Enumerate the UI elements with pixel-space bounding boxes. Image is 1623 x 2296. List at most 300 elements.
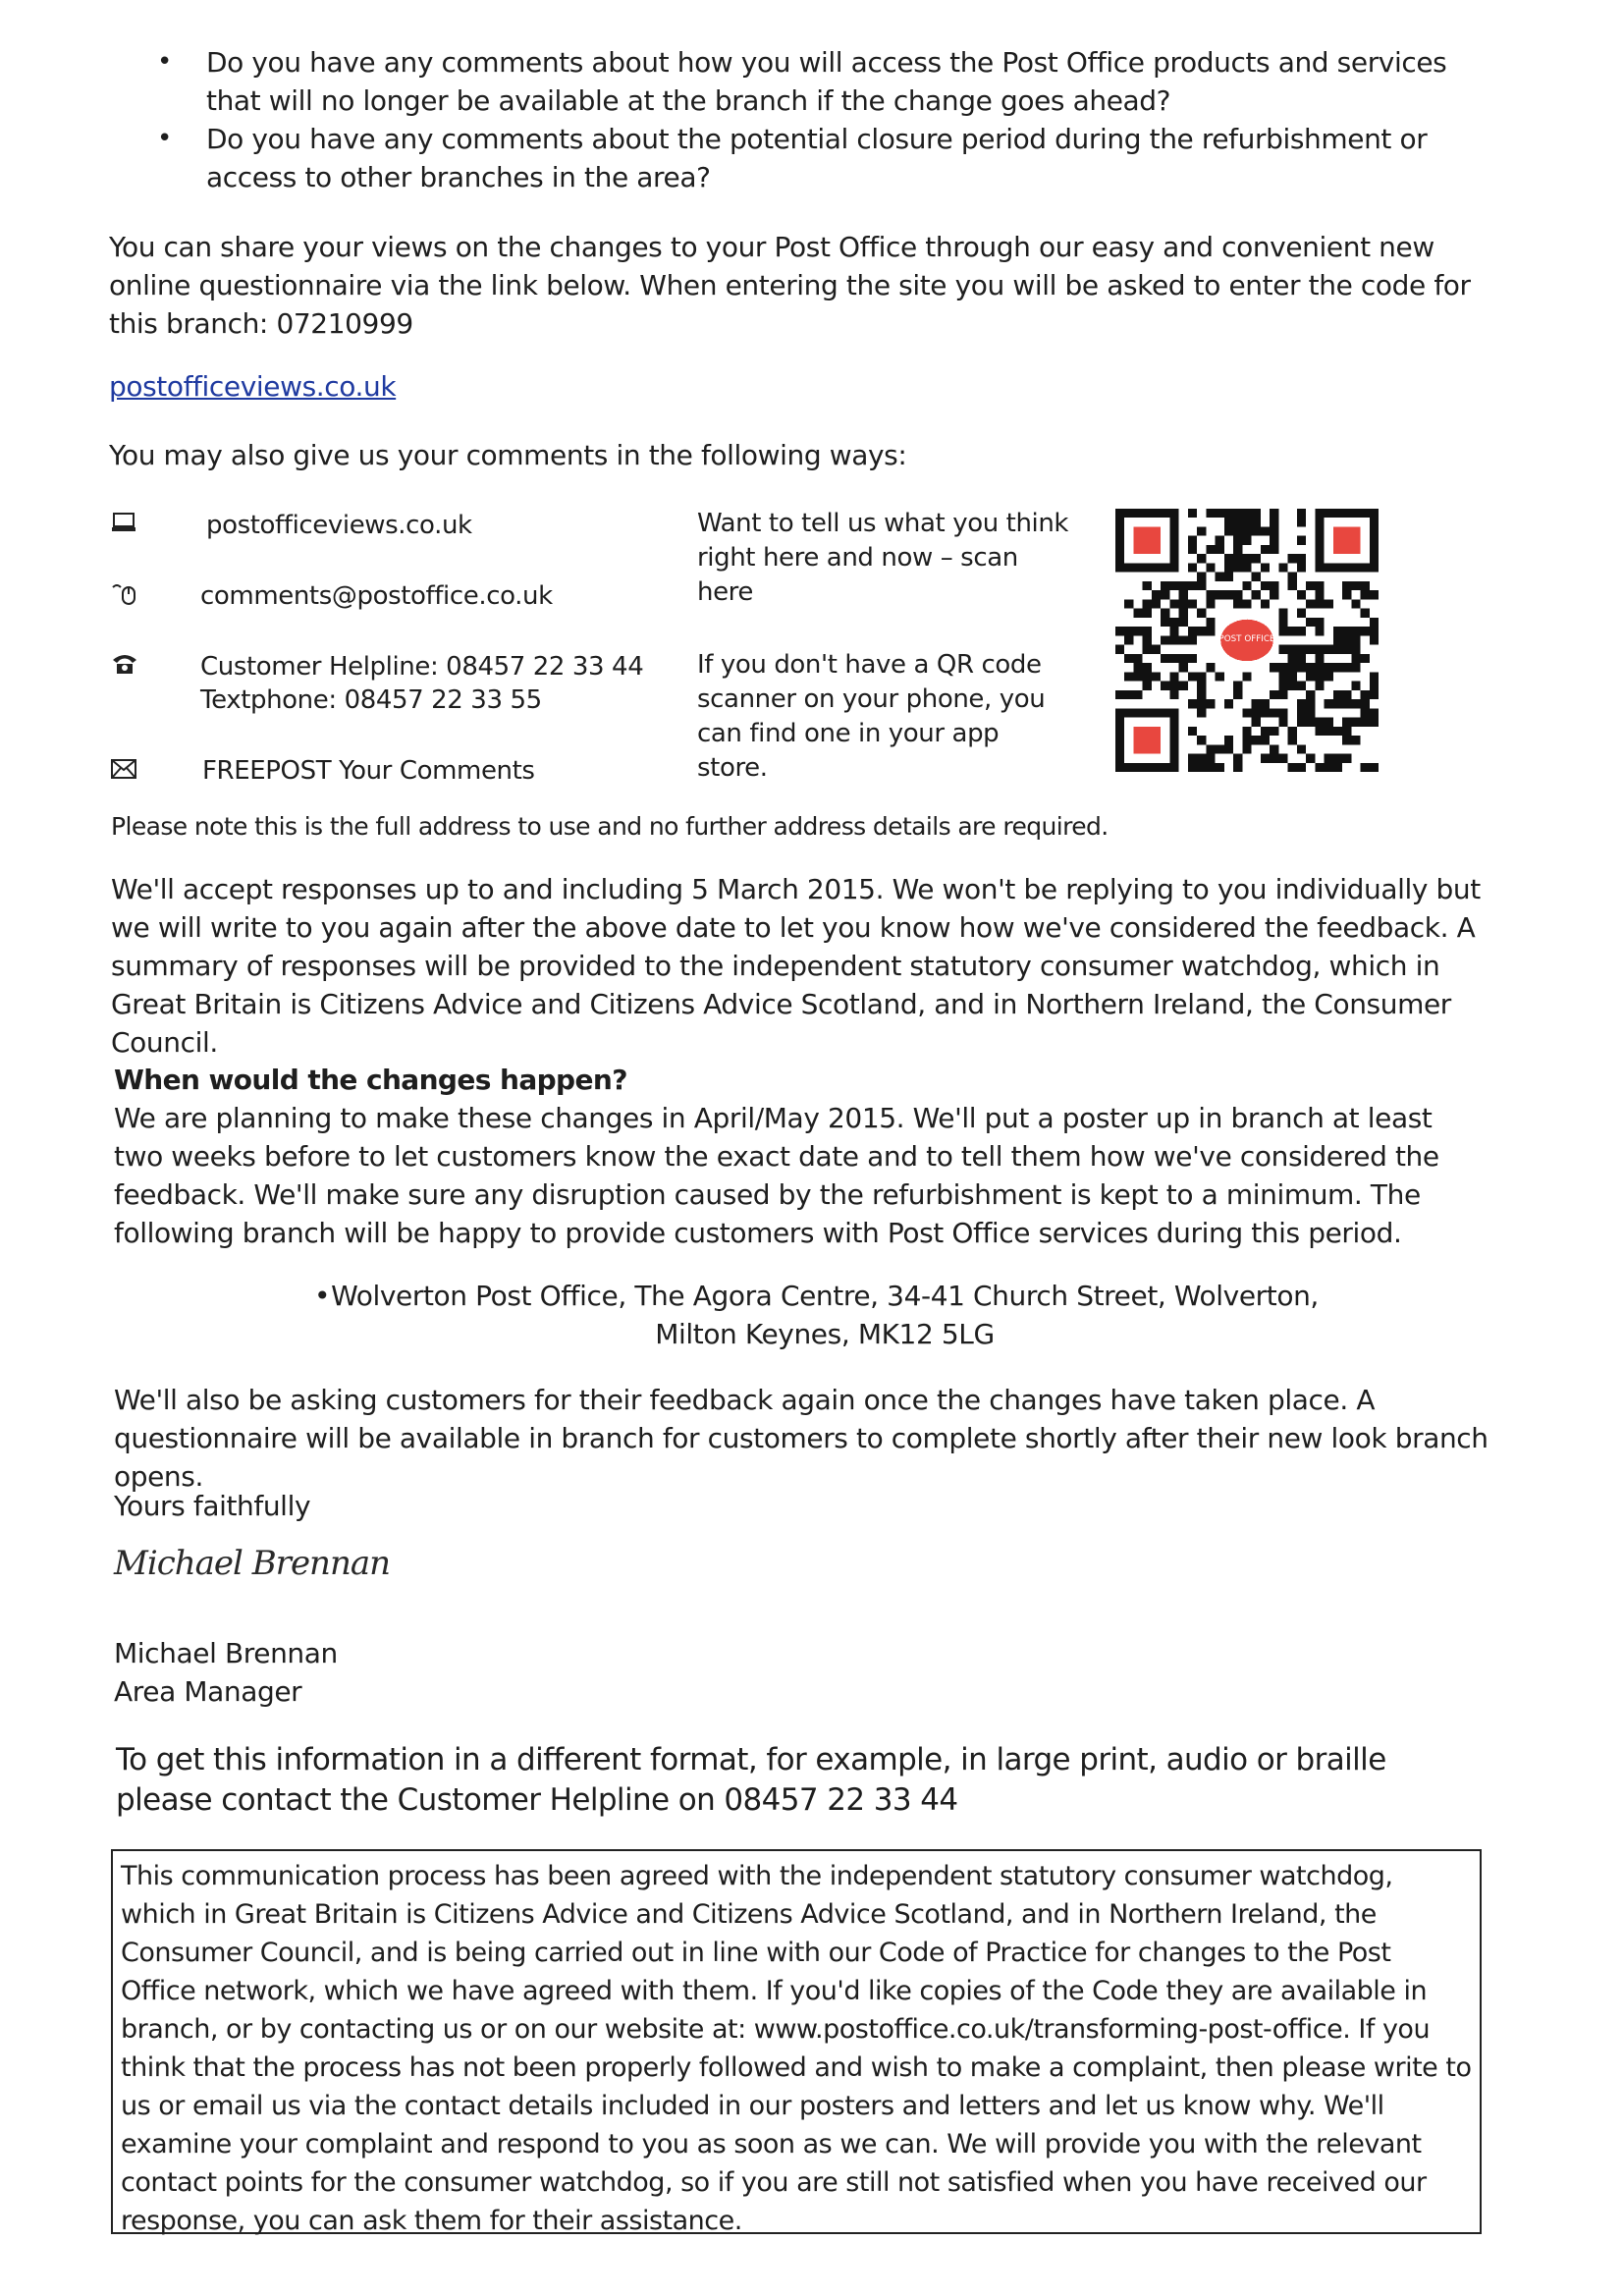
qr-module xyxy=(1325,727,1333,736)
qr-module xyxy=(1143,645,1152,654)
question-list xyxy=(157,43,1473,196)
qr-module xyxy=(1261,736,1270,744)
feedback-paragraph: We'll also be asking customers for their feedback again once the changes have taken place. A questionnaire will be available in branch for customers to complete shortly after their new look branch opens. xyxy=(114,1384,1488,1493)
address-note: Please note this is the full address to use and no further address details are required. xyxy=(111,812,1109,841)
qr-code[interactable] xyxy=(1115,509,1379,772)
qr-module xyxy=(1216,509,1224,518)
qr-module xyxy=(1188,672,1197,681)
qr-module xyxy=(1342,635,1351,644)
qr-module xyxy=(1252,590,1261,599)
qr-module xyxy=(1278,609,1287,618)
qr-module xyxy=(1224,554,1233,563)
qr-module xyxy=(1361,627,1370,635)
qr-module xyxy=(1270,545,1278,554)
qr-module xyxy=(1124,635,1133,644)
qr-module xyxy=(1242,554,1251,563)
alternative-format-note: To get this information in a different format, for example, in large print, audio or braille please contact the Customer Helpline on 08457 22 33 44 xyxy=(116,1742,1386,1818)
question-item: • Do you have any comments about how you will access the Post Office products and services that will no longer be available at the branch if the change goes ahead? xyxy=(157,43,1473,120)
qr-module xyxy=(1115,627,1124,635)
qr-module xyxy=(1224,590,1233,599)
qr-module xyxy=(1278,618,1287,627)
qr-module xyxy=(1351,627,1360,635)
accept-responses-paragraph: We'll accept responses up to and including 5 March 2015. We won't be replying to you individually but we will write to you again after the above date to let you know how we've considered the feedback. A summary of responses will be provided to the independent statutory consumer watchdog, which in Great Britain is Citizens Advice and Citizens Advice Scotland, and in Northern Ireland, the Consumer Council. xyxy=(111,873,1481,1059)
changes-paragraph: We are planning to make these changes in April/May 2015. We'll put a poster up in branch at least two weeks before to let customers know the exact date and to tell them how we've considered the feedback. We'll make sure any disruption caused by the refurbishment is kept to a minimum. The following branch will be happy to provide customers with Post Office services during this period. xyxy=(114,1102,1439,1249)
qr-module xyxy=(1188,563,1197,572)
qr-module xyxy=(1233,554,1242,563)
qr-module xyxy=(1306,690,1315,699)
qr-module xyxy=(1133,663,1142,672)
qr-module xyxy=(1306,645,1315,654)
qr-module xyxy=(1224,526,1233,535)
qr-module xyxy=(1261,754,1270,763)
web-address[interactable]: postofficeviews.co.uk xyxy=(206,511,472,540)
qr-module xyxy=(1297,654,1306,663)
qr-module xyxy=(1252,699,1261,708)
qr-module xyxy=(1297,536,1306,545)
qr-module xyxy=(1197,627,1206,635)
qr-module xyxy=(1306,718,1315,727)
qr-module xyxy=(1179,663,1188,672)
qr-module xyxy=(1297,645,1306,654)
qr-module xyxy=(1143,609,1152,618)
qr-module xyxy=(1278,754,1287,763)
qr-module xyxy=(1169,627,1178,635)
telephone-icon xyxy=(111,652,138,683)
qr-module xyxy=(1115,690,1124,699)
qr-app-note: If you don't have a QR code scanner on your phone, you can find one in your app store. xyxy=(697,650,1046,783)
qr-module xyxy=(1270,581,1278,590)
qr-module xyxy=(1188,635,1197,644)
qr-module xyxy=(1306,663,1315,672)
qr-module xyxy=(1242,744,1251,753)
qr-module xyxy=(1188,654,1197,663)
qr-module xyxy=(1297,627,1306,635)
qr-module xyxy=(1143,599,1152,608)
qr-module xyxy=(1252,509,1261,518)
qr-module xyxy=(1206,563,1215,572)
qr-module xyxy=(1224,699,1233,708)
qr-module xyxy=(1370,635,1379,644)
qr-module xyxy=(1278,645,1287,654)
qr-module xyxy=(1370,708,1379,717)
qr-module xyxy=(1315,599,1324,608)
qr-module xyxy=(1179,581,1188,590)
qr-module xyxy=(1297,563,1306,572)
qr-module xyxy=(1351,736,1360,744)
qr-module xyxy=(1242,526,1251,535)
qr-module xyxy=(1333,727,1342,736)
question-item: • Do you have any comments about the potential closure period during the refurbishment or access to other branches in the area? xyxy=(157,120,1473,196)
qr-module xyxy=(1261,708,1270,717)
qr-module xyxy=(1233,682,1242,690)
textphone: Textphone: 08457 22 33 55 xyxy=(200,685,542,715)
branch-line-2: Milton Keynes, MK12 5LG xyxy=(655,1318,995,1350)
qr-module xyxy=(1233,509,1242,518)
qr-module xyxy=(1197,526,1206,535)
qr-module xyxy=(1252,554,1261,563)
qr-module xyxy=(1188,509,1197,518)
code-of-practice-box xyxy=(111,1849,1482,2234)
qr-module xyxy=(1342,581,1351,590)
qr-module xyxy=(1333,754,1342,763)
branch-bullet: • xyxy=(314,1280,331,1312)
qr-module xyxy=(1233,536,1242,545)
qr-module xyxy=(1233,545,1242,554)
qr-module xyxy=(1161,609,1169,618)
qr-module xyxy=(1270,536,1278,545)
qr-module xyxy=(1188,699,1197,708)
mouse-icon xyxy=(111,581,138,614)
qr-module xyxy=(1133,609,1142,618)
qr-module xyxy=(1270,727,1278,736)
qr-module xyxy=(1288,573,1297,581)
qr-module xyxy=(1315,654,1324,663)
qr-module xyxy=(1288,736,1297,744)
qr-module xyxy=(1315,672,1324,681)
qr-module xyxy=(1169,690,1178,699)
qr-module xyxy=(1252,518,1261,526)
qr-module xyxy=(1351,581,1360,590)
qr-module xyxy=(1124,627,1133,635)
qr-module xyxy=(1197,573,1206,581)
qr-module xyxy=(1143,581,1152,590)
qr-module xyxy=(1297,663,1306,672)
qr-module xyxy=(1342,718,1351,727)
signature: Michael Brennan xyxy=(114,1544,391,1583)
qr-module xyxy=(1216,744,1224,753)
qr-module xyxy=(1361,699,1370,708)
qr-module xyxy=(1252,736,1261,744)
qr-module xyxy=(1351,654,1360,663)
qr-module xyxy=(1242,563,1251,572)
qr-module xyxy=(1188,763,1197,772)
qr-module xyxy=(1233,763,1242,772)
qr-module xyxy=(1370,682,1379,690)
qr-module xyxy=(1270,590,1278,599)
qr-module xyxy=(1124,599,1133,608)
qr-module xyxy=(1342,627,1351,635)
qr-module xyxy=(1315,581,1324,590)
qr-module xyxy=(1297,718,1306,727)
qr-module xyxy=(1216,545,1224,554)
qr-module xyxy=(1370,718,1379,727)
qr-module xyxy=(1325,754,1333,763)
qr-module xyxy=(1325,645,1333,654)
qr-module xyxy=(1169,654,1178,663)
qr-module xyxy=(1361,718,1370,727)
qr-module xyxy=(1306,754,1315,763)
qr-module xyxy=(1270,690,1278,699)
qr-module xyxy=(1297,554,1306,563)
qr-module xyxy=(1361,690,1370,699)
qr-module xyxy=(1278,718,1287,727)
qr-module xyxy=(1288,727,1297,736)
qr-module xyxy=(1278,672,1287,681)
qr-module xyxy=(1197,754,1206,763)
qr-module xyxy=(1197,554,1206,563)
qr-module xyxy=(1124,690,1133,699)
qr-module xyxy=(1143,672,1152,681)
qr-module xyxy=(1325,699,1333,708)
customer-helpline: Customer Helpline: 08457 22 33 44 xyxy=(200,652,644,682)
qr-module xyxy=(1342,727,1351,736)
qr-module xyxy=(1216,536,1224,545)
envelope-icon xyxy=(111,756,136,786)
qr-module xyxy=(1206,763,1215,772)
qr-module xyxy=(1261,727,1270,736)
qr-module xyxy=(1288,682,1297,690)
qr-module xyxy=(1261,526,1270,535)
qr-module xyxy=(1278,708,1287,717)
qr-module xyxy=(1288,654,1297,663)
qr-module xyxy=(1206,663,1215,672)
qr-module xyxy=(1179,609,1188,618)
qr-module xyxy=(1152,672,1161,681)
qr-module xyxy=(1252,708,1261,717)
qr-module xyxy=(1152,645,1161,654)
closing: Yours faithfully xyxy=(114,1490,311,1522)
qr-module xyxy=(1216,763,1224,772)
qr-module xyxy=(1297,609,1306,618)
qr-module xyxy=(1288,672,1297,681)
qr-module xyxy=(1361,581,1370,590)
link-paragraph xyxy=(109,367,396,406)
qr-module xyxy=(1124,672,1133,681)
qr-module xyxy=(1315,618,1324,627)
qr-module xyxy=(1370,763,1379,772)
computer-icon xyxy=(111,511,136,540)
qr-module xyxy=(1197,763,1206,772)
qr-module xyxy=(1306,618,1315,627)
qr-module xyxy=(1333,690,1342,699)
qr-module xyxy=(1370,690,1379,699)
qr-module xyxy=(1224,744,1233,753)
qr-module xyxy=(1342,754,1351,763)
qr-module xyxy=(1333,663,1342,672)
qr-module xyxy=(1188,545,1197,554)
qr-module xyxy=(1361,609,1370,618)
branch-line-1: Wolverton Post Office, The Agora Centre, 34-41 Church Street, Wolverton, xyxy=(331,1280,1319,1312)
qr-module xyxy=(1242,708,1251,717)
qr-module xyxy=(1333,763,1342,772)
qr-module xyxy=(1188,599,1197,608)
qr-module xyxy=(1242,581,1251,590)
qr-module xyxy=(1233,599,1242,608)
qr-module xyxy=(1224,518,1233,526)
qr-module xyxy=(1351,718,1360,727)
qr-module xyxy=(1297,699,1306,708)
qr-module xyxy=(1197,736,1206,744)
qr-module xyxy=(1233,590,1242,599)
qr-module xyxy=(1315,682,1324,690)
qr-module xyxy=(1306,708,1315,717)
qr-module xyxy=(1206,627,1215,635)
qr-module xyxy=(1206,744,1215,753)
qr-module xyxy=(1288,763,1297,772)
qr-module xyxy=(1206,754,1215,763)
qr-module xyxy=(1242,736,1251,744)
qr-module xyxy=(1333,627,1342,635)
qr-module xyxy=(1161,635,1169,644)
qr-module xyxy=(1342,699,1351,708)
qr-module xyxy=(1188,754,1197,763)
qr-module xyxy=(1278,663,1287,672)
qr-module xyxy=(1261,599,1270,608)
qr-module xyxy=(1333,635,1342,644)
qr-module xyxy=(1233,526,1242,535)
qr-module xyxy=(1233,754,1242,763)
qr-module xyxy=(1261,699,1270,708)
qr-module xyxy=(1297,590,1306,599)
qr-module xyxy=(1278,682,1287,690)
qr-module xyxy=(1288,554,1297,563)
qr-module xyxy=(1342,663,1351,672)
qr-module xyxy=(1179,590,1188,599)
qr-module xyxy=(1206,618,1215,627)
signatory-role: Area Manager xyxy=(114,1675,302,1708)
code-of-practice-text: This communication process has been agreed with the independent statutory consumer watchdog, which in Great Britain is Citizens Advice and Citizens Advice Scotland, and in Northern Ireland, the Consumer Council, and is being carried out in line with our Code of Practice for changes to the Post Office network, which we have agreed with them. If you'd like copies of the Code they are available in branch, or by contacting us or on our website at: www.postoffice.co.uk/transforming-post-office. If you think that the process has not been properly followed and wish to make a complaint, then please write to us or email us via the contact details included in our posters and letters and let us know why. We'll examine your complaint and respond to you as soon as we can. We will provide you with the relevant contact points for the consumer watchdog, so if you are still not satisfied when you have received our response, you can ask them for their assistance. xyxy=(121,1861,1472,2236)
alternative-branch xyxy=(314,1277,1335,1353)
qr-module xyxy=(1351,635,1360,644)
qr-module xyxy=(1297,744,1306,753)
qr-module xyxy=(1333,699,1342,708)
qr-module xyxy=(1133,627,1142,635)
qr-module xyxy=(1161,590,1169,599)
qr-module xyxy=(1197,581,1206,590)
qr-module xyxy=(1351,699,1360,708)
qr-module xyxy=(1306,581,1315,590)
qr-module xyxy=(1188,627,1197,635)
qr-module xyxy=(1270,526,1278,535)
qr-module xyxy=(1315,663,1324,672)
qr-module xyxy=(1206,590,1215,599)
qr-module xyxy=(1161,618,1169,627)
qr-module xyxy=(1206,545,1215,554)
qr-module xyxy=(1351,599,1360,608)
qr-module xyxy=(1261,563,1270,572)
share-views-paragraph: You can share your views on the changes to your Post Office through our easy and convenient new online questionnaire via the link below. When entering the site you will be asked to enter the code for this branch: 07210999 xyxy=(109,231,1471,340)
qr-module xyxy=(1370,618,1379,627)
qr-module xyxy=(1315,718,1324,727)
qr-module xyxy=(1351,682,1360,690)
qr-module xyxy=(1342,645,1351,654)
qr-module xyxy=(1361,590,1370,599)
qr-module xyxy=(1297,509,1306,518)
qr-module xyxy=(1197,682,1206,690)
qr-module xyxy=(1315,763,1324,772)
qr-module xyxy=(1351,663,1360,672)
qr-module xyxy=(1133,690,1142,699)
qr-module xyxy=(1325,672,1333,681)
qr-module xyxy=(1242,536,1251,545)
qr-module xyxy=(1216,672,1224,681)
qr-module xyxy=(1261,581,1270,590)
qr-module xyxy=(1197,699,1206,708)
qr-module xyxy=(1224,563,1233,572)
qr-module xyxy=(1197,609,1206,618)
qr-module xyxy=(1297,763,1306,772)
qr-module xyxy=(1179,635,1188,644)
qr-module xyxy=(1233,563,1242,572)
qr-module xyxy=(1133,654,1142,663)
qr-module xyxy=(1169,682,1178,690)
changes-heading: When would the changes happen? xyxy=(114,1064,627,1096)
qr-module xyxy=(1288,645,1297,654)
qr-module xyxy=(1252,526,1261,535)
qr-module xyxy=(1297,682,1306,690)
qr-module xyxy=(1315,627,1324,635)
qr-module xyxy=(1224,573,1233,581)
qr-module xyxy=(1206,699,1215,708)
qr-module xyxy=(1169,618,1178,627)
qr-module xyxy=(1370,672,1379,681)
qr-module xyxy=(1179,599,1188,608)
qr-module xyxy=(1315,645,1324,654)
qr-module xyxy=(1188,581,1197,590)
qr-module xyxy=(1179,682,1188,690)
qr-module xyxy=(1261,545,1270,554)
qr-module xyxy=(1143,635,1152,644)
qr-module xyxy=(1169,599,1178,608)
qr-module xyxy=(1169,672,1178,681)
qr-module xyxy=(1270,663,1278,672)
qr-module xyxy=(1161,682,1169,690)
qr-module xyxy=(1325,763,1333,772)
qr-module xyxy=(1333,645,1342,654)
qr-module xyxy=(1297,708,1306,717)
qr-module xyxy=(1342,590,1351,599)
qr-module xyxy=(1270,518,1278,526)
qr-module xyxy=(1306,699,1315,708)
postofficeviews-link[interactable]: postofficeviews.co.uk xyxy=(109,370,397,403)
qr-module xyxy=(1224,509,1233,518)
qr-module xyxy=(1342,736,1351,744)
qr-module xyxy=(1270,509,1278,518)
qr-module xyxy=(1315,727,1324,736)
qr-module xyxy=(1143,663,1152,672)
qr-module xyxy=(1179,654,1188,663)
qr-module xyxy=(1179,618,1188,627)
qr-module xyxy=(1270,708,1278,717)
qr-logo-text xyxy=(1218,634,1274,644)
qr-module xyxy=(1315,590,1324,599)
qr-module xyxy=(1325,599,1333,608)
qr-module xyxy=(1278,690,1287,699)
qr-module xyxy=(1233,690,1242,699)
qr-module xyxy=(1233,518,1242,526)
qr-module xyxy=(1143,682,1152,690)
qr-module xyxy=(1342,690,1351,699)
qr-module xyxy=(1361,708,1370,717)
qr-module xyxy=(1278,563,1287,572)
qr-module xyxy=(1252,718,1261,727)
qr-module xyxy=(1270,744,1278,753)
qr-module xyxy=(1361,654,1370,663)
qr-module xyxy=(1361,763,1370,772)
qr-module xyxy=(1206,599,1215,608)
qr-module xyxy=(1306,599,1315,608)
qr-module xyxy=(1152,590,1161,599)
qr-module xyxy=(1133,672,1142,681)
qr-module xyxy=(1188,536,1197,545)
qr-module xyxy=(1370,627,1379,635)
email-address[interactable]: comments@postoffice.co.uk xyxy=(200,581,553,611)
qr-module xyxy=(1242,509,1251,518)
qr-module xyxy=(1242,672,1251,681)
qr-module xyxy=(1216,590,1224,599)
qr-module xyxy=(1161,654,1169,663)
qr-module xyxy=(1197,708,1206,717)
